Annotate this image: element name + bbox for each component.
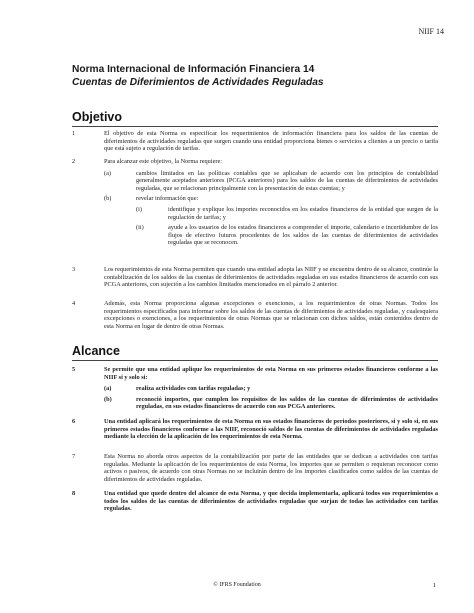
list-text: reconoció importes, que cumplen los requisitos de los saldos de las cuentas de diferimientos de actividades reguladas, en sus estados financieros de acuerdo con sus PCGA anteriores. bbox=[136, 395, 438, 411]
paragraph-1 bbox=[72, 130, 438, 153]
paragraph-text: Los requerimientos de esta Norma permiten que cuando una entidad adopta las NIIF y se encuentra dentro de su alcance, continúe la contabilización de los saldos de las cuentas de diferimientos de actividades reguladas en sus estados financieros de acuerdo con sus PCGA anteriores, con sujeción a los cambios limitados mencionados en el párrafo 2 anterior. bbox=[104, 266, 438, 289]
list-label: (a) bbox=[104, 385, 112, 393]
list-item bbox=[72, 195, 438, 203]
paragraph-number: 6 bbox=[72, 418, 76, 425]
list-text: revelar información que: bbox=[136, 195, 199, 203]
paragraph-8 bbox=[72, 490, 438, 513]
paragraph-text: Para alcanzar este objetivo, la Norma requiere: bbox=[104, 158, 223, 165]
list-item bbox=[72, 206, 438, 221]
paragraph-number: 7 bbox=[72, 453, 76, 460]
paragraph-6 bbox=[72, 418, 438, 441]
list-label: (i) bbox=[136, 205, 142, 213]
paragraph-4 bbox=[72, 300, 438, 330]
standard-title: Norma Internacional de Información Financiera 14 bbox=[72, 64, 315, 75]
list-label: (b) bbox=[104, 195, 112, 203]
list-item bbox=[72, 385, 438, 393]
page-number: 1 bbox=[432, 582, 436, 589]
list-text: ayude a los usuarios de los estados financieros a comprender el importe, calendario e incertidumbre de los flujos de efectivo futuros procedentes de los saldos de las cuentas de diferimientos de actividades reguladas que se reconocen. bbox=[168, 224, 438, 247]
section-heading-alcance: Alcance bbox=[72, 344, 438, 361]
list-text: realiza actividades con tarifas reguladas; y bbox=[136, 385, 251, 393]
paragraph-text: Una entidad aplicará los requerimientos de esta Norma en sus estados financieros de periodos posteriores, si y solo si, en sus primeros estados financieros conforme a las NIIF, reconoció saldos de las cuentas de diferimientos de actividades reguladas mediante la elección de la aplicación de los requerimientos de esta Norma. bbox=[104, 418, 438, 441]
paragraph-number: 5 bbox=[72, 366, 76, 373]
list-item bbox=[72, 170, 438, 193]
running-header: NIIF 14 bbox=[418, 27, 444, 36]
paragraph-number: 8 bbox=[72, 490, 76, 497]
paragraph-text: Se permite que una entidad aplique los requerimientos de esta Norma en sus primeros estados financieros conforme a las NIIF si y solo si: bbox=[104, 366, 438, 381]
paragraph-text: Una entidad que quede dentro del alcance de esta Norma, y que decida implementarla, aplicará todos sus requerimientos a todos los saldos de las cuentas de diferimientos de actividades reguladas que surjan de todas las actividades con tarifas reguladas. bbox=[104, 490, 438, 513]
paragraph-number: 1 bbox=[72, 130, 76, 137]
paragraph-number: 3 bbox=[72, 266, 76, 273]
paragraph-number: 4 bbox=[72, 300, 76, 307]
section-heading-objetivo: Objetivo bbox=[72, 110, 438, 127]
list-text: cambios limitados en las políticas contables que se aplicaban de acuerdo con los principios de contabilidad generalmente aceptados anteriores (PCGA anteriores) para los saldos de las cuentas de diferimientos de actividades reguladas, que se relacionan principalmente con la presentación de estas cuentas; y bbox=[136, 169, 438, 192]
list-label: (ii) bbox=[136, 224, 144, 232]
list-item bbox=[72, 396, 438, 411]
list-label: (b) bbox=[104, 395, 112, 403]
paragraph-text: Esta Norma no aborda otros aspectos de la contabilización por parte de las entidades que se dedican a actividades con tarifas reguladas. Mediante la aplicación de los requerimientos de esta Norma, los importes que se permiten o requieran reconocer como activos o pasivos, de acuerdo con otras Normas no se incluirán dentro de los importes clasificados como saldos de las cuentas de diferimientos de actividades reguladas. bbox=[104, 453, 438, 483]
standard-title-block bbox=[72, 64, 434, 89]
paragraph-text: Además, esta Norma proporciona algunas excepciones o exenciones, a los requerimientos de otras Normas. Todos los requerimientos especificados para informar sobre los saldos de las cuentas de diferimientos de actividades reguladas, y cualesquiera excepciones o exenciones, a los requerimientos de otras Normas que se relacionan con dichos saldos, están contenidos dentro de esta Norma en lugar de dentro de otras Normas. bbox=[104, 300, 438, 330]
paragraph-text: El objetivo de esta Norma es especificar los requerimientos de información financiera para los saldos de las cuentas de diferimientos de actividades reguladas que surgen cuando una entidad proporciona bienes o servicios a clientes a un precio o tarifa que está sujeto a regulación de tarifas. bbox=[104, 130, 438, 153]
paragraph-3 bbox=[72, 266, 438, 289]
paragraph-number: 2 bbox=[72, 158, 76, 165]
paragraph-7 bbox=[72, 453, 438, 483]
standard-subtitle: Cuentas de Diferimientos de Actividades Reguladas bbox=[72, 76, 324, 88]
list-label: (a) bbox=[104, 169, 111, 177]
list-item bbox=[72, 224, 438, 247]
paragraph-5 bbox=[72, 366, 438, 411]
list-text: identifique y explique los importes reconocidos en los estados financieros de la entidad que surgen de la regulación de tarifas; y bbox=[168, 205, 438, 221]
paragraph-2 bbox=[72, 158, 438, 247]
footer-copyright: © IFRS Foundation bbox=[213, 582, 261, 588]
